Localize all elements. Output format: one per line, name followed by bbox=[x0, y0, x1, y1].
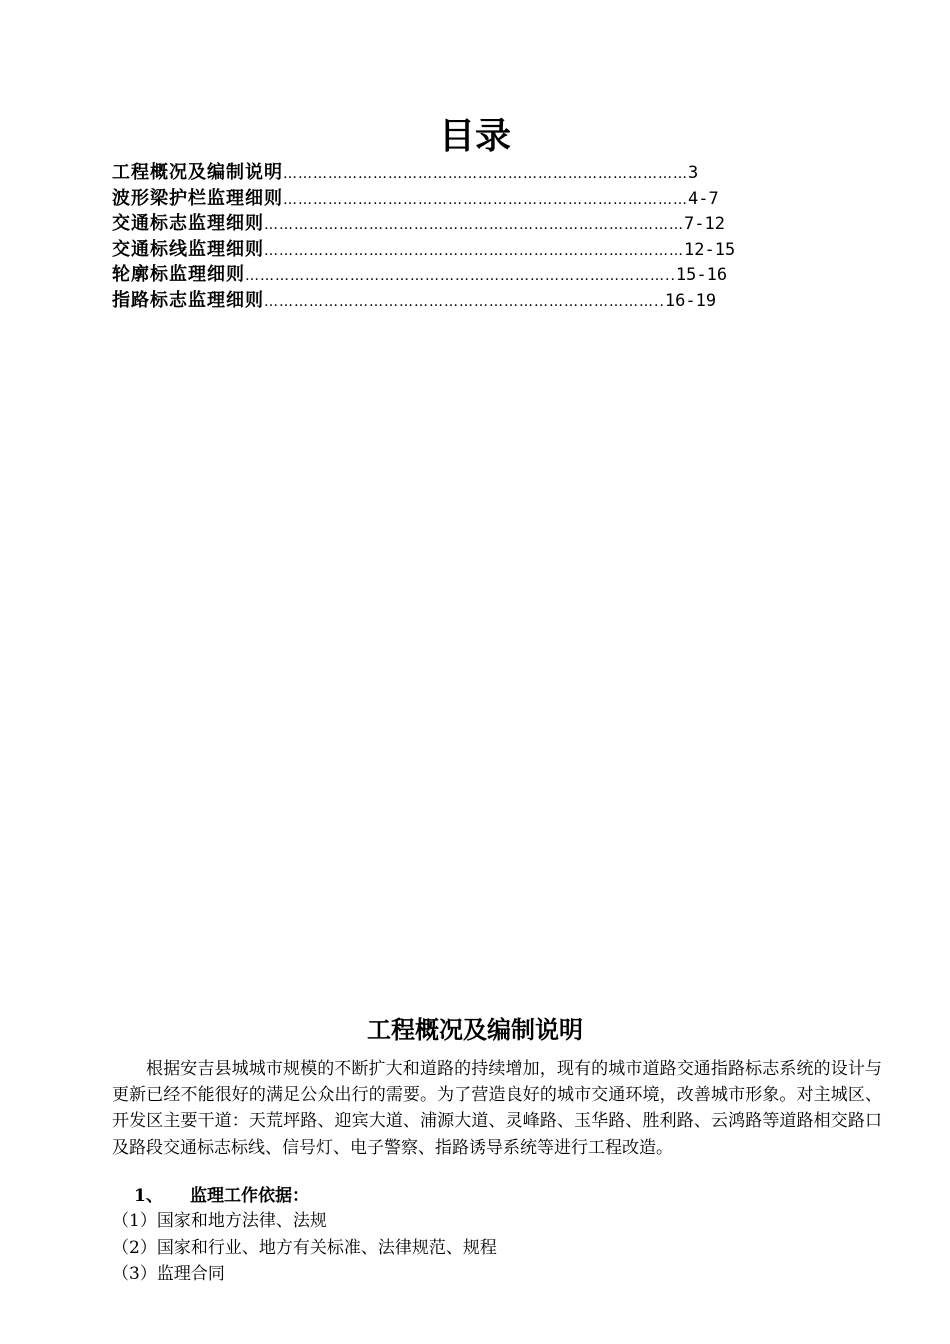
basis-item: （1）国家和地方法律、法规 bbox=[112, 1211, 327, 1231]
basis-heading bbox=[134, 1183, 309, 1209]
section-title: 工程概况及编制说明 bbox=[367, 1016, 583, 1044]
toc-entry[interactable] bbox=[112, 262, 852, 288]
toc-entry[interactable] bbox=[112, 211, 852, 237]
toc-entry-leader: ………………………………………………………………………… bbox=[264, 242, 684, 259]
toc-entry-page: 3 bbox=[688, 163, 699, 183]
toc-list bbox=[112, 160, 852, 313]
basis-heading-number: 1、 bbox=[134, 1186, 163, 1206]
toc-entry-page: 15-16 bbox=[675, 265, 728, 285]
toc-entry-label: 指路标志监理细则 bbox=[112, 289, 264, 311]
toc-entry-leader: ……………………………………………………………………… bbox=[283, 191, 688, 208]
basis-item: （3）监理合同 bbox=[112, 1264, 225, 1284]
toc-entry[interactable] bbox=[112, 186, 852, 212]
toc-entry-label: 轮廓标监理细则 bbox=[112, 264, 245, 285]
toc-entry-leader: ………………………………………………………………………….. bbox=[245, 268, 676, 284]
toc-entry-page: 7-12 bbox=[684, 214, 725, 234]
toc-title: 目录 bbox=[438, 116, 511, 157]
toc-entry-leader: …………………………………………………………………….. bbox=[264, 293, 665, 310]
toc-entry-page: 12-15 bbox=[684, 239, 736, 260]
basis-heading-text: 监理工作依据： bbox=[190, 1186, 309, 1206]
toc-entry-label: 工程概况及编制说明 bbox=[112, 162, 283, 183]
basis-list bbox=[112, 1208, 497, 1288]
toc-entry-label: 波形梁护栏监理细则 bbox=[112, 187, 283, 209]
toc-entry[interactable] bbox=[112, 288, 852, 314]
toc-entry-label: 交通标志监理细则 bbox=[112, 213, 264, 234]
toc-entry[interactable] bbox=[112, 160, 852, 186]
toc-entry-leader: ………………………………………………………………………… bbox=[264, 217, 684, 233]
basis-item: （2）国家和行业、地方有关标准、法律规范、规程 bbox=[112, 1237, 497, 1258]
toc-entry-label: 交通标线监理细则 bbox=[112, 238, 264, 260]
toc-entry-leader: ……………………………………………………………………… bbox=[283, 166, 688, 182]
toc-entry[interactable] bbox=[112, 237, 852, 263]
intro-paragraph: 根据安吉县城城市规模的不断扩大和道路的持续增加，现有的城市道路交通指路标志系统的设计与更新已经不能很好的满足公众出行的需要。为了营造良好的城市交通环境，改善城市形象。对主城区、开发区主要干道：天荒坪路、迎宾大道、浦源大道、灵峰路、玉华路、胜利路、云鸿路等道路相交路口及路段交通标志标线、信号灯、电子警察、指路诱导系统等进行工程改造。 bbox=[112, 1059, 882, 1158]
toc-entry-page: 4-7 bbox=[688, 188, 719, 209]
toc-entry-page: 16-19 bbox=[664, 290, 717, 311]
